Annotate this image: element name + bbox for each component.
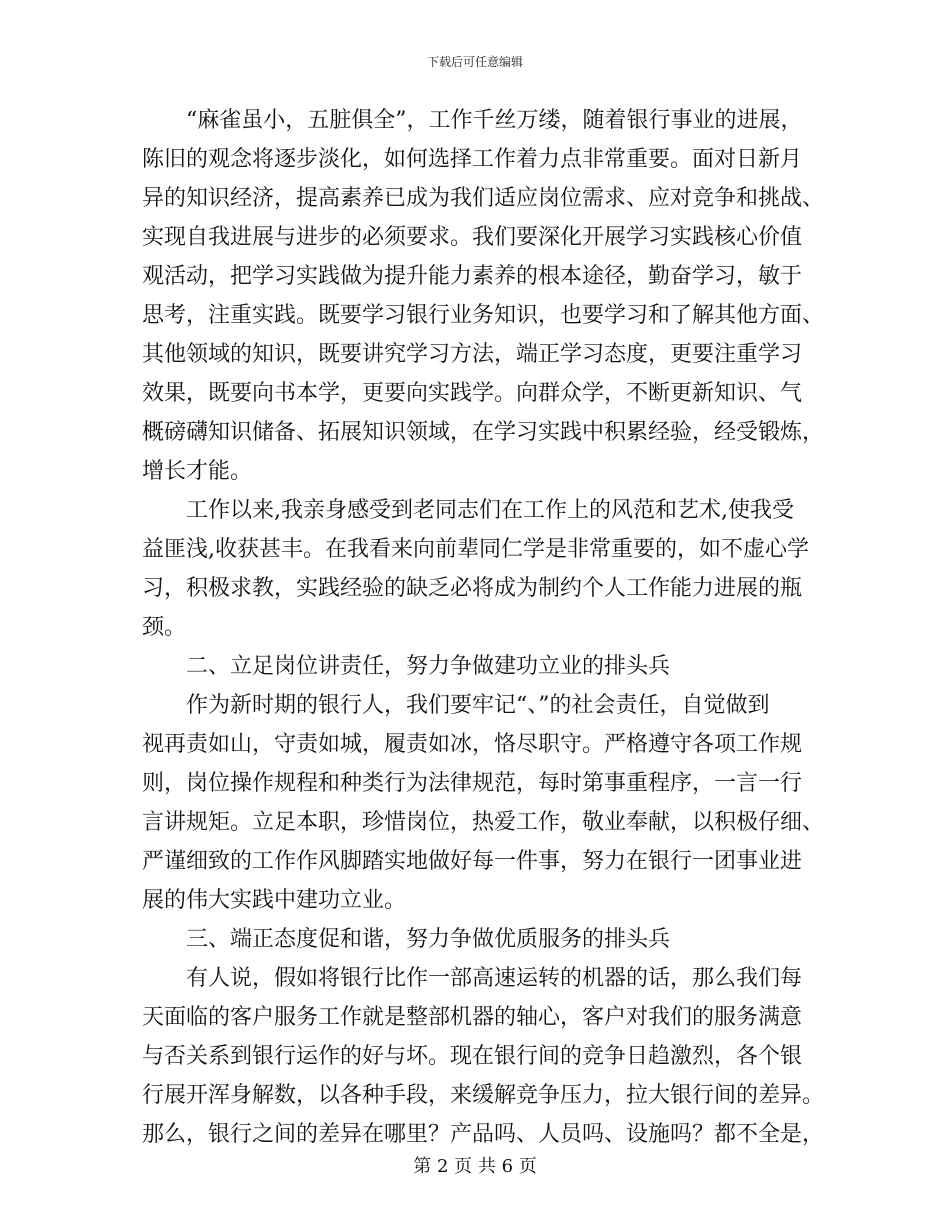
text-line: 增长才能。	[142, 459, 253, 484]
text-line: 天面临的客户服务工作就是整部机器的轴心，客户对我们的服务满意	[142, 1005, 803, 1030]
text-line: 与否关系到银行运作的好与坏。现在银行间的竞争日趋激烈，各个银	[142, 1044, 803, 1069]
text-line: 二、立足岗位讲责任，努力争做建功立业的排头兵	[186, 654, 671, 679]
text-line: 工作以来,我亲身感受到老同志们在工作上的风范和艺术,使我受	[186, 498, 794, 523]
text-line: 展的伟大实践中建功立业。	[142, 888, 407, 913]
text-line: “麻雀虽小，五脏俱全”，工作千丝万缕，随着银行事业的进展，	[186, 108, 803, 133]
text-line: 则，岗位操作规程和种类行为法律规范，每时第事重程序，一言一行	[142, 771, 803, 796]
text-line: 观活动，把学习实践做为提升能力素养的根本途径，勤奋学习，敏于	[142, 264, 803, 289]
text-line: 概磅礴知识储备、拓展知识领域，在学习实践中积累经验，经受锻炼，	[142, 420, 825, 445]
text-line: 有人说，假如将银行比作一部高速运转的机器的话，那么我们每	[186, 966, 803, 991]
text-line: 效果，既要向书本学，更要向实践学。向群众学，不断更新知识、气	[142, 381, 803, 406]
text-line: 视再责如山，守责如城，履责如冰，恪尽职守。严格遵守各项工作规	[142, 732, 803, 757]
text-line: 其他领域的知识，既要讲究学习方法，端正学习态度，更要注重学习	[142, 342, 803, 367]
text-line: 习，积极求教，实践经验的缺乏必将成为制约个人工作能力进展的瓶	[142, 576, 803, 601]
text-line: 作为新时期的银行人，我们要牢记“、”的社会责任，自觉做到	[186, 693, 770, 718]
page-footer: 第 2 页 共 6 页	[413, 1156, 537, 1177]
text-line: 行展开浑身解数，以各种手段，来缓解竞争压力，拉大银行间的差异。	[142, 1083, 825, 1108]
text-line: 陈旧的观念将逐步淡化，如何选择工作着力点非常重要。面对日新月	[142, 147, 803, 172]
text-line: 颈。	[142, 615, 187, 640]
text-line: 那么，银行之间的差异在哪里？产品吗、人员吗、设施吗？都不全是，	[142, 1122, 825, 1147]
text-line: 益匪浅,收获甚丰。在我看来向前辈同仁学是非常重要的，如不虚心学	[142, 537, 809, 562]
text-line: 严谨细致的工作作风脚踏实地做好每一件事，努力在银行一团事业进	[142, 849, 803, 874]
text-line: 思考，注重实践。既要学习银行业务知识，也要学习和了解其他方面、	[142, 303, 825, 328]
text-line: 言讲规矩。立足本职，珍惜岗位，热爱工作，敬业奉献，以积极仔细、	[142, 810, 825, 835]
text-line: 三、端正态度促和谐，努力争做优质服务的排头兵	[186, 927, 671, 952]
page-header: 下载后可任意编辑	[426, 55, 523, 69]
text-line: 实现自我进展与进步的必须要求。我们要深化开展学习实践核心价值	[142, 225, 803, 250]
text-line: 异的知识经济，提高素养已成为我们适应岗位需求、应对竞争和挑战、	[142, 186, 825, 211]
document-body	[142, 101, 825, 1154]
